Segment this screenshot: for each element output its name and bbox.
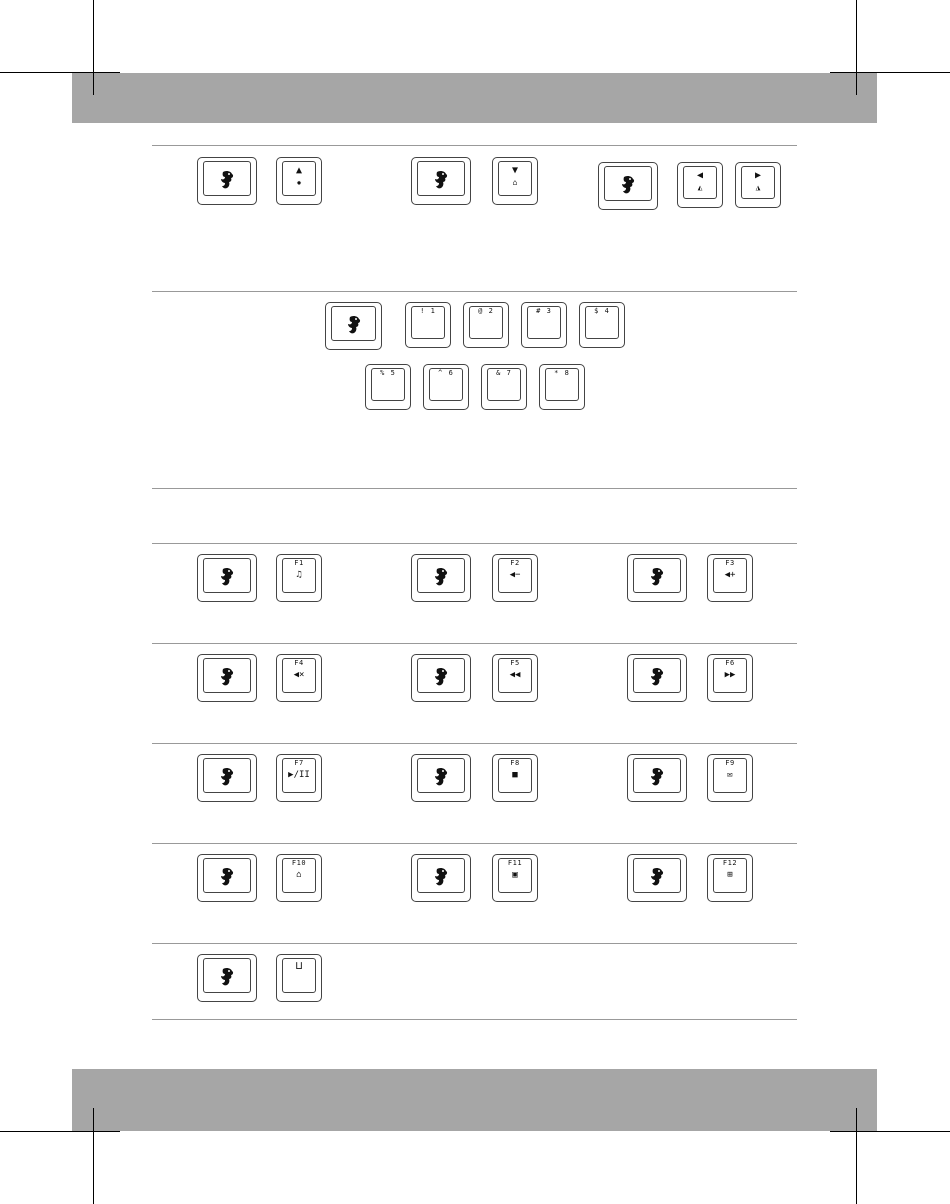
number-key-8: * 8 [539,364,585,410]
msi-dragon-logo-icon [647,866,667,888]
mute-icon: ◀× [293,670,305,680]
left-arrow-key [677,162,723,208]
function-key-label: F2 [510,559,520,567]
home-icon: ⌂ [296,870,302,880]
fn-key [411,157,471,205]
function-key-label: F10 [291,859,307,867]
backlight-next-icon: ▶ [754,170,762,181]
stop-icon: ■ [512,770,518,780]
play-pause-icon: ▶/II [288,770,310,780]
number-key-3: # 3 [521,302,567,348]
table-rule [152,1019,797,1020]
msi-dragon-logo-icon [647,566,667,588]
fn-key [197,854,257,902]
msi-dragon-logo-icon [217,169,237,191]
msi-dragon-logo-icon [431,169,451,191]
fn-key [627,754,687,802]
table-rule [152,488,797,489]
backlight-down-icon: ▼ [511,165,519,176]
light-icon: ✹ [296,178,302,187]
previous-track-icon: ◀◀ [509,670,521,680]
function-key-f6 [707,654,753,702]
fn-key [411,754,471,802]
msi-dragon-logo-icon [217,566,237,588]
header-band [72,73,877,123]
function-key-label: F5 [510,659,520,667]
msi-dragon-logo-icon [217,766,237,788]
volume-up-icon: ◀+ [724,570,736,580]
function-key-label: F4 [294,659,304,667]
fn-key [627,654,687,702]
function-key-f7 [276,754,322,802]
function-key-label: F1 [294,559,304,567]
light-icon: ⌂ [512,178,518,187]
table-rule [152,291,797,292]
table-rule [152,145,797,146]
function-key-label: F11 [507,859,523,867]
function-key-f12 [707,854,753,902]
fn-key [325,302,382,350]
number-key-2: @ 2 [463,302,509,348]
msi-dragon-logo-icon [431,766,451,788]
number-key-5: % 5 [365,364,411,410]
function-key-label: F9 [725,759,735,767]
music-player-icon: ♫ [296,570,302,580]
fn-key [197,157,257,205]
calculator-icon: ▣ [512,870,518,880]
fn-key [197,654,257,702]
function-key-f1 [276,554,322,602]
number-key-4: $ 4 [579,302,625,348]
fn-key [627,854,687,902]
right-arrow-key [735,162,781,208]
msi-dragon-logo-icon [431,566,451,588]
function-key-f10 [276,854,322,902]
function-key-label: F7 [294,759,304,767]
windows-key [276,954,322,1002]
my-computer-icon: ⊞ [727,870,733,880]
msi-dragon-logo-icon [647,766,667,788]
function-key-f3 [707,554,753,602]
function-key-label: F3 [725,559,735,567]
function-key-f11 [492,854,538,902]
function-key-label: F12 [722,859,738,867]
number-key-6: ^ 6 [423,364,469,410]
next-track-icon: ▶▶ [724,670,736,680]
fn-key [411,854,471,902]
msi-dragon-logo-icon [431,666,451,688]
light-icon: ◮ [755,183,761,192]
fn-key [411,654,471,702]
table-rule [152,943,797,944]
function-key-f4 [276,654,322,702]
down-arrow-key [492,157,538,205]
number-key-1: ! 1 [405,302,451,348]
fn-key [598,162,658,210]
msi-dragon-logo-icon [217,866,237,888]
windows-lock-icon: ⊔ [295,959,303,972]
msi-dragon-logo-icon [431,866,451,888]
function-key-label: F8 [510,759,520,767]
table-rule [152,743,797,744]
function-key-f9 [707,754,753,802]
fn-key [197,754,257,802]
fn-key [197,954,257,1002]
table-rule [152,543,797,544]
fn-key [197,554,257,602]
number-key-7: & 7 [481,364,527,410]
msi-dragon-logo-icon [344,314,364,336]
fn-key [627,554,687,602]
msi-dragon-logo-icon [217,666,237,688]
msi-dragon-logo-icon [618,174,638,196]
function-key-label: F6 [725,659,735,667]
backlight-up-icon: ▲ [295,165,303,176]
msi-dragon-logo-icon [217,966,237,988]
table-rule [152,843,797,844]
function-key-f5 [492,654,538,702]
footer-band [72,1069,877,1131]
fn-key [411,554,471,602]
volume-down-icon: ◀− [509,570,521,580]
up-arrow-key [276,157,322,205]
light-icon: ◭ [697,183,703,192]
function-key-f2 [492,554,538,602]
backlight-prev-icon: ◀ [696,170,704,181]
function-key-f8 [492,754,538,802]
email-icon: ✉ [727,770,733,780]
msi-dragon-logo-icon [647,666,667,688]
table-rule [152,643,797,644]
